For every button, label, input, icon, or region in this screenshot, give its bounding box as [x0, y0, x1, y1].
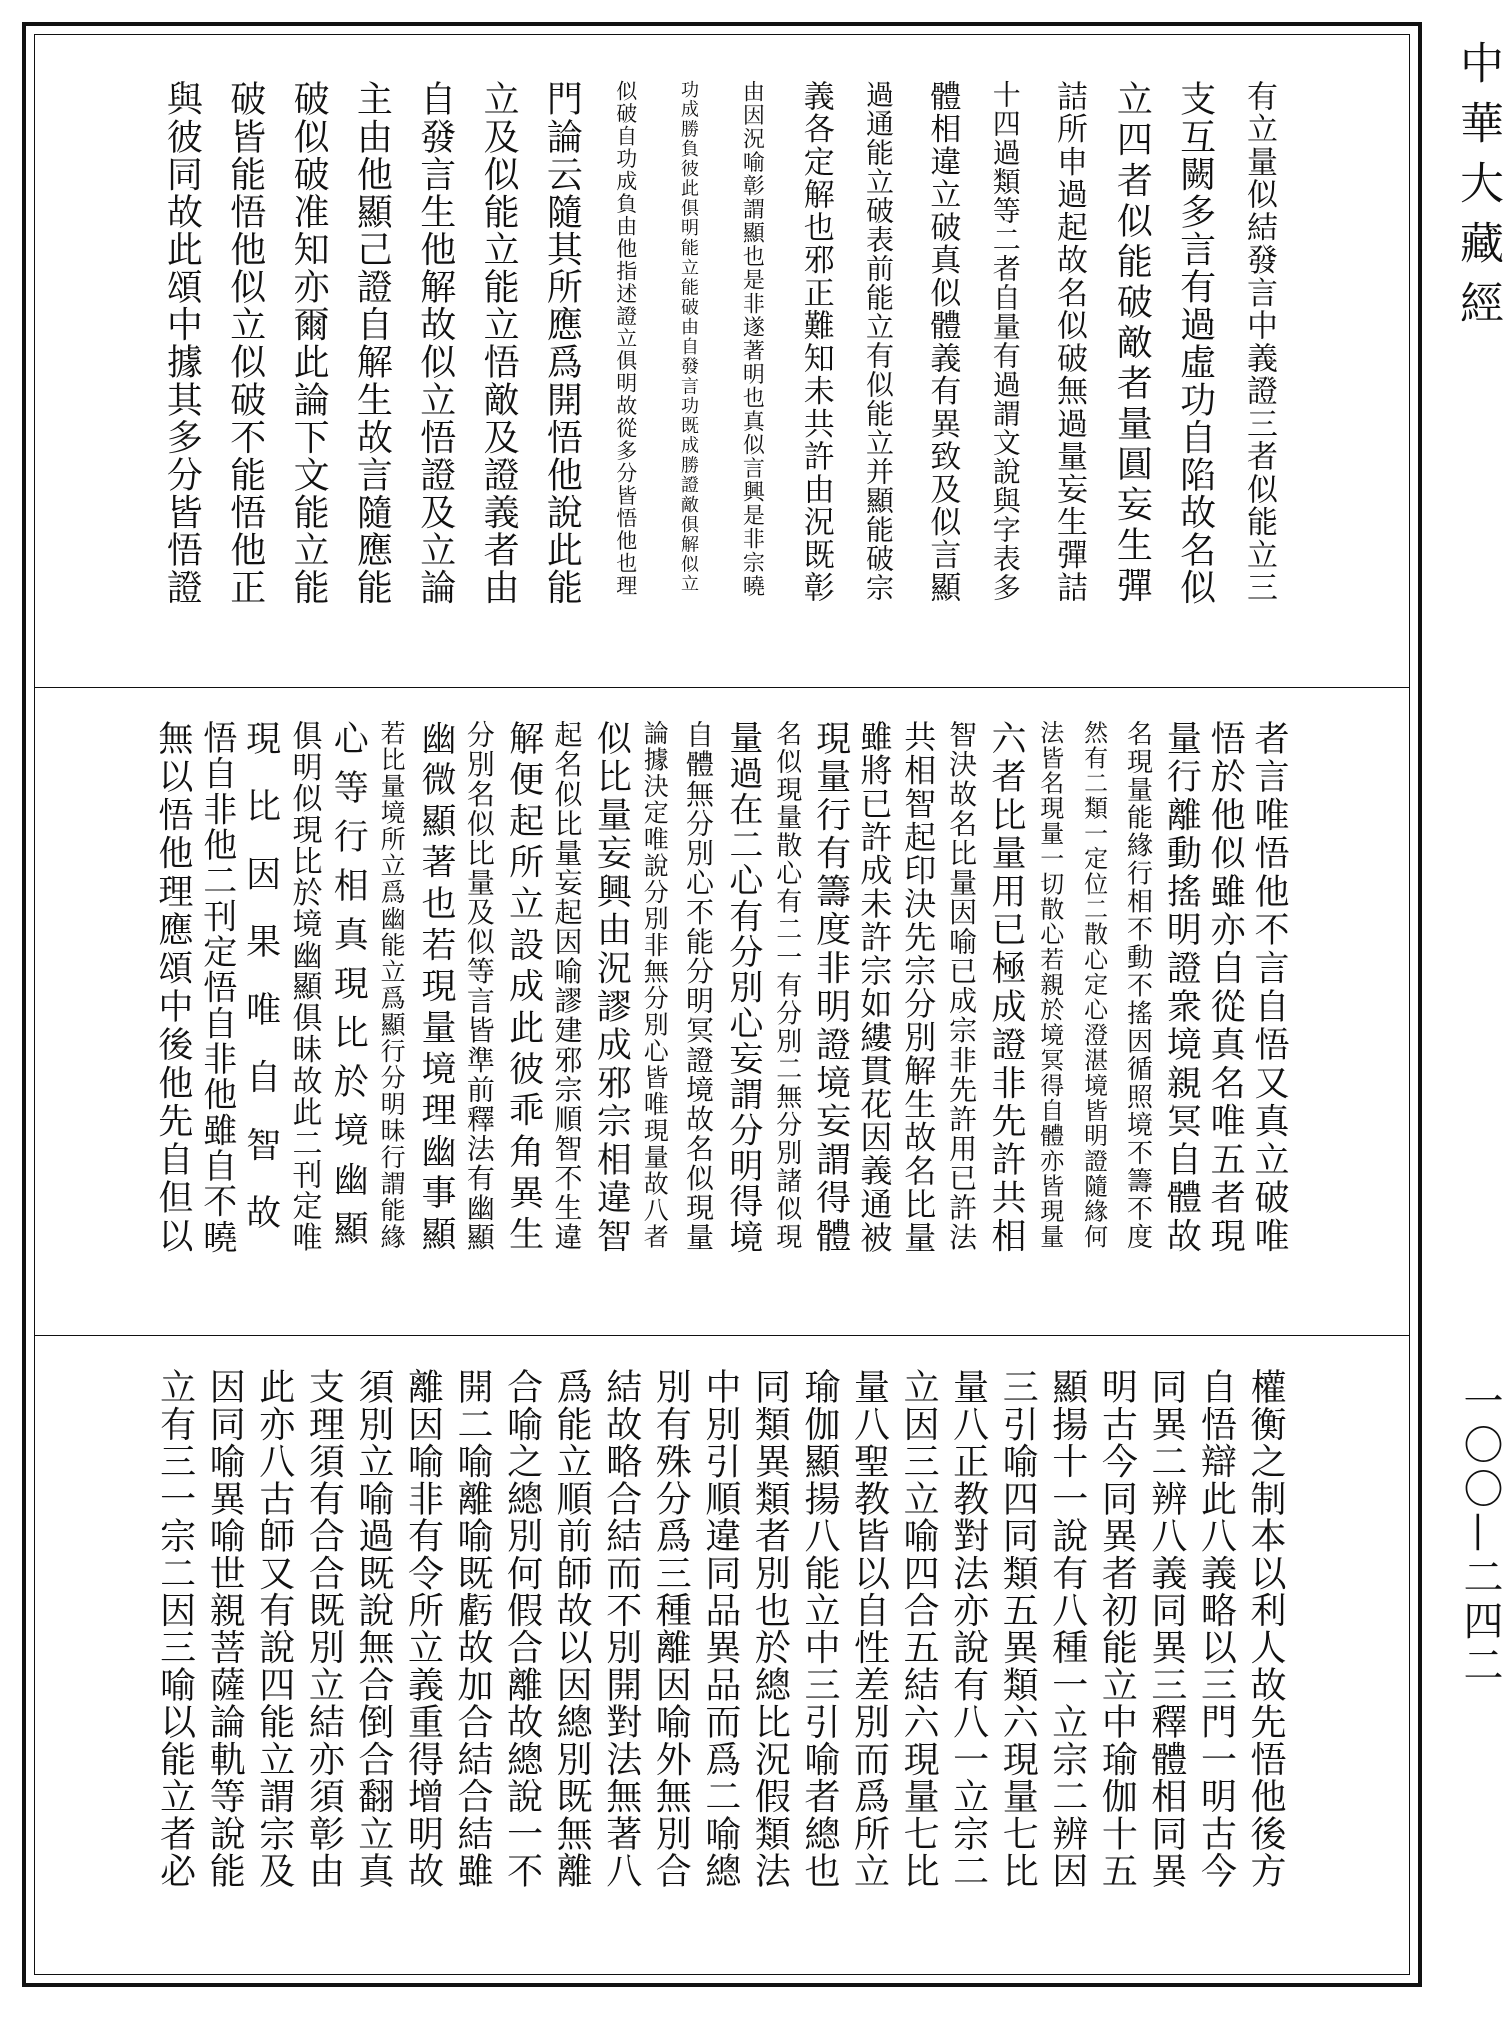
text-column: 結故略合結而不別開對法無著八 — [600, 1368, 642, 1889]
text-column: 立因三立喻四合五結六現量七比 — [898, 1368, 940, 1889]
text-column: 有立量似結發言中義證三者似能立三 — [1241, 80, 1277, 604]
text-column: 中別引順違同品異品而爲二喻總 — [699, 1368, 741, 1889]
text-column: 主由他顯己證自解生故言隨應能 — [351, 80, 393, 606]
text-column: 雖將已許成未許宗如縷貫花因義通被 — [855, 720, 894, 1254]
text-column: 此亦八古師又有說四能立謂宗及 — [253, 1368, 295, 1889]
text-column: 心等行相真現比於境幽顯 — [328, 720, 369, 1259]
panel-divider-bottom — [35, 1335, 1409, 1336]
text-column: 立有三一宗二因三喻以能立者必 — [154, 1368, 196, 1889]
text-column: 顯揚十一說有八種一立宗二辨因 — [1046, 1368, 1088, 1889]
text-column: 解便起所立設成此彼乖角異生 — [503, 720, 544, 1257]
text-column: 似破自功成負由他指述證立俱明故從多分皆悟他也理 — [613, 80, 638, 597]
text-column: 名似現量散心有二一有分別二無分別諸似現 — [771, 720, 802, 1251]
text-column: 似比量妄興由況謬成邪宗相違智 — [591, 720, 632, 1256]
text-column: 詰所申過起故名似破無過量妄生彈詰 — [1051, 80, 1088, 604]
text-column: 爲能立順前師故以因總別既無離 — [551, 1368, 593, 1889]
text-column: 與彼同故此頌中據其多分皆悟證 — [161, 80, 203, 606]
text-column: 體相違立破真似體義有異致及似言顯 — [924, 80, 961, 604]
text-column: 門論云隨其所應爲開悟他說此能 — [541, 80, 583, 606]
text-column: 現比因果唯自智故 — [240, 720, 281, 1262]
text-column: 者言唯悟他不言自悟又真立破唯 — [1249, 720, 1289, 1256]
text-column: 由因況喻彰謂顯也是非遂著明也真似言興是非宗曉 — [739, 80, 765, 598]
text-column: 悟自非他二刊定悟自非他雖自不曉 — [196, 720, 237, 1255]
text-column: 瑜伽顯揚八能立中三引喻者總也 — [798, 1368, 840, 1889]
text-column: 量行離動搖明證衆境親冥自體故 — [1161, 720, 1202, 1256]
text-column: 六者比量用已極成證非先許共相 — [985, 720, 1026, 1256]
text-column: 共相智起印決先宗分別解生故名比量 — [899, 720, 938, 1254]
text-column: 俱明似現比於境幽顯俱昧故此二刊定唯 — [286, 720, 322, 1253]
text-column: 破皆能悟他似立似破不能悟他正 — [224, 80, 266, 606]
text-column: 別有殊分爲三種離因喻外無別合 — [650, 1368, 692, 1889]
text-column: 幽微顯著也若現量境理幽事顯 — [415, 720, 456, 1257]
text-column: 十四過類等二者自量有過謂文說與字表多 — [988, 80, 1022, 602]
text-column: 無以悟他理應頌中後他先自但以 — [152, 720, 193, 1256]
text-column: 合喻之總別何假合離故總說一不 — [501, 1368, 543, 1889]
text-column: 過通能立破表前能立有似能立并顯能破宗 — [862, 80, 896, 602]
text-column: 明古今同異者初能立中瑜伽十五 — [1096, 1368, 1138, 1889]
text-column: 同類異類者別也於總比況假類法 — [749, 1368, 791, 1889]
text-column: 立及似能立能立悟敵及證義者由 — [478, 80, 520, 606]
text-column: 現量行有籌度非明證境妄謂得體 — [810, 720, 851, 1256]
text-column: 量過在二心有分別心妄謂分明得境 — [722, 720, 763, 1255]
text-column: 因同喻異喻世親菩薩論軌等說能 — [204, 1368, 246, 1889]
text-column: 分別名似比量及似等言皆準前釋法有幽顯 — [462, 720, 496, 1252]
text-column: 支互闕多言有過虛功自陷故名似 — [1174, 80, 1216, 606]
text-column: 破似破准知亦爾此論下文能立能 — [288, 80, 330, 606]
text-column: 自悟辯此八義略以三門一明古今 — [1195, 1368, 1237, 1889]
panel-bottom — [150, 1368, 1290, 1903]
text-column: 須別立喻過既說無合倒合翻立真 — [352, 1368, 394, 1889]
text-column: 量八聖教皆以自性差別而爲所立 — [848, 1368, 890, 1889]
text-column: 論據決定唯說分別非無分別心皆唯現量故八者 — [640, 720, 670, 1250]
text-column: 智決故名比量因喻已成宗非先許用已許法 — [945, 720, 979, 1252]
text-column: 義各定解也邪正難知未共許由況既彰 — [797, 80, 834, 604]
panel-top — [150, 80, 1290, 620]
text-column: 若比量境所立爲幽能立爲顯行分明昧行謂能緣 — [377, 720, 407, 1250]
text-column: 同異二辨八義同異三釋體相同異 — [1145, 1368, 1187, 1889]
text-column: 然有二類一定位二散心定心澄湛境皆明證隨緣何 — [1079, 720, 1108, 1249]
text-column: 悟於他似雖亦自從真名唯五者現 — [1205, 720, 1246, 1256]
text-column: 開二喻離喻既虧故加合結合結雖 — [452, 1368, 493, 1889]
text-column: 三引喻四同類五異類六現量七比 — [997, 1368, 1039, 1889]
page-number: 一〇〇—二四二 — [1457, 1380, 1503, 1688]
collection-title: 中華大藏經 — [1452, 40, 1503, 340]
text-column: 法皆名現量一切散心若親於境冥得自體亦皆現量 — [1035, 720, 1064, 1249]
panel-middle — [150, 720, 1290, 1270]
text-column: 起名似比量妄起因喻謬建邪宗順智不生違 — [550, 720, 584, 1252]
text-column: 支理須有合合既別立結亦須彰由 — [303, 1368, 345, 1889]
text-column: 離因喻非有令所立義重得增明故 — [402, 1368, 444, 1889]
text-column: 自發言生他解故似立悟證及立論 — [414, 80, 456, 606]
text-column: 功成勝負彼此俱明能立能破由自發言功既成勝證敵俱解似立 — [678, 80, 700, 594]
panel-divider-top — [35, 687, 1409, 688]
text-column: 自體無分別心不能分明冥證境故名似現量 — [682, 720, 716, 1252]
text-column: 立四者似能破敵者量圓妄生彈 — [1111, 80, 1153, 607]
text-column: 量八正教對法亦說有八一立宗二 — [947, 1368, 989, 1889]
text-column: 權衡之制本以利人故先悟他後方 — [1245, 1368, 1286, 1889]
text-column: 名現量能緣行相不動不搖因循照境不籌不度 — [1122, 720, 1153, 1251]
